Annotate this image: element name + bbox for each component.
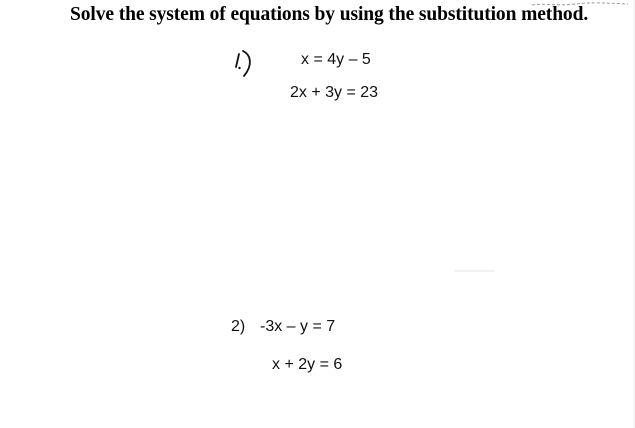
problem-2-equation-1: -3x – y = 7 (260, 318, 336, 335)
problem-2-equation-2: x + 2y = 6 (272, 356, 343, 373)
handwritten-1-icon (230, 47, 256, 79)
problem-2-number: 2) (231, 318, 246, 335)
problem-1-equation-1: x = 4y – 5 (301, 51, 371, 68)
problem-1-equation-2: 2x + 3y = 23 (290, 84, 379, 101)
worksheet-title: Solve the system of equations by using the substitution method. (70, 4, 589, 25)
faint-mark (455, 270, 495, 272)
pen-scribble-icon (530, 0, 630, 8)
